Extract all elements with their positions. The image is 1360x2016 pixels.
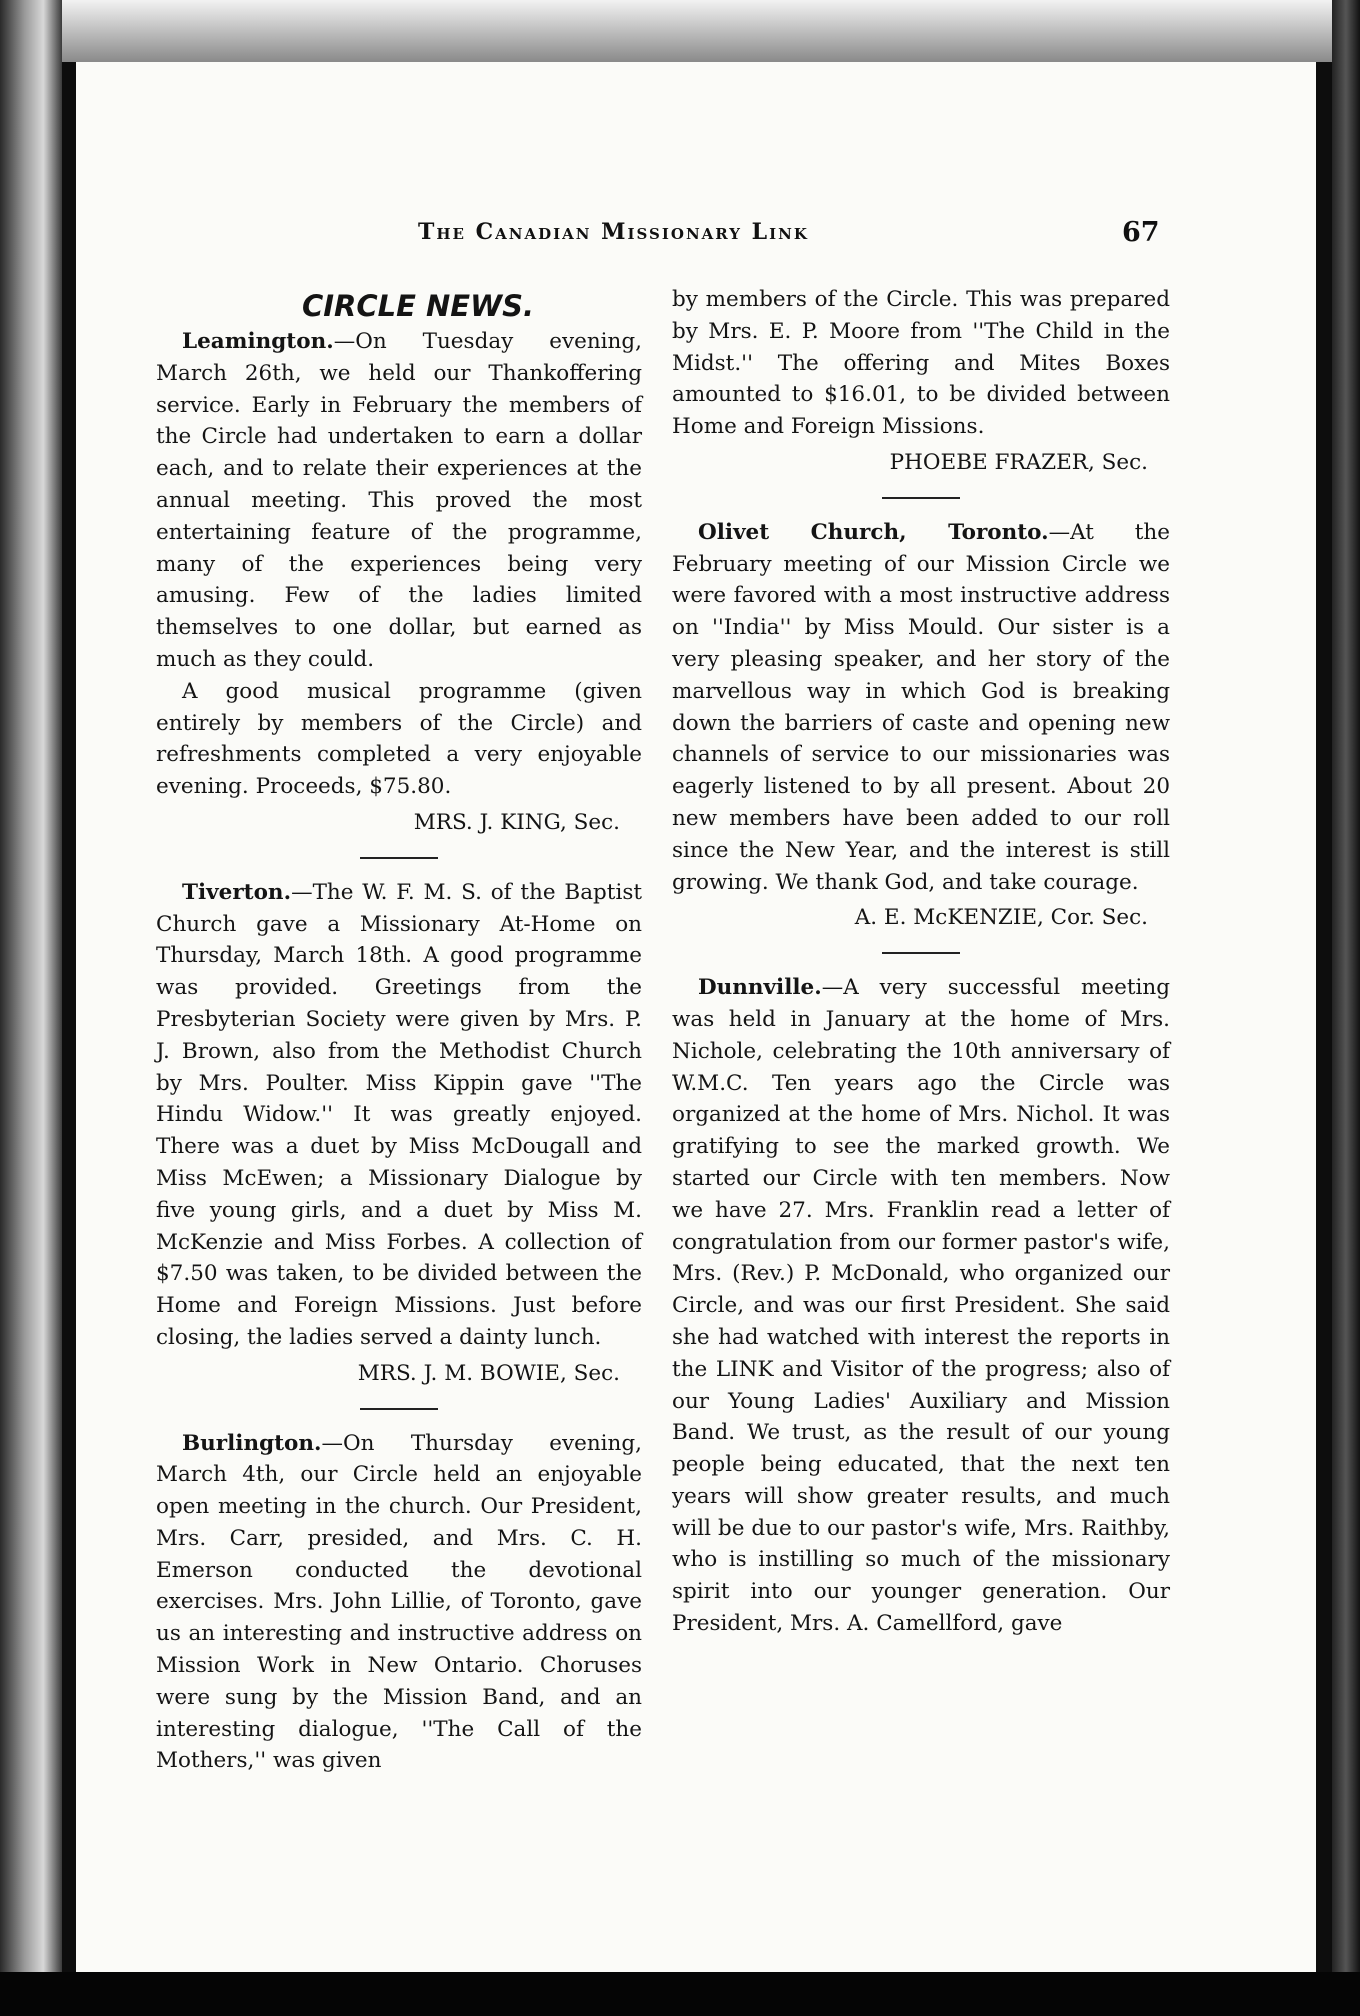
article-paragraph: A good musical programme (given entirely by members of the Circle) and refreshments completed a very enjoyable evening. Proceeds, $75.80. bbox=[156, 678, 642, 800]
signature: MRS. J. M. BOWIE, Sec. bbox=[357, 1360, 620, 1386]
scan-bottom-edge bbox=[0, 1972, 1360, 2016]
article-burlington bbox=[156, 1428, 642, 1778]
article-paragraph bbox=[156, 1428, 642, 1778]
left-column bbox=[156, 284, 642, 1777]
article-paragraph bbox=[156, 326, 642, 676]
section-divider bbox=[360, 1408, 438, 1410]
scan-top-edge bbox=[62, 0, 1332, 62]
article-text: —On Thursday evening, March 4th, our Circle held an enjoyable open meeting in the church. Our President, Mrs. Carr, presided, and Mrs. C. H. Emerson conducted the devotional exercises. Mrs. John Lillie, of Toronto, gave us an interesting and instructive address on Mission Work in New Ontario. Choruses were sung by the Mission Band, and an interesting dialogue, ''The Call of the Mothers,'' was given bbox=[156, 1430, 642, 1774]
signature: MRS. J. KING, Sec. bbox=[413, 809, 620, 835]
article-paragraph bbox=[672, 972, 1170, 1640]
section-divider bbox=[360, 857, 438, 859]
section-divider bbox=[882, 497, 960, 499]
running-head: The Canadian Missionary Link bbox=[418, 219, 809, 245]
place-name: Tiverton. bbox=[182, 879, 292, 905]
signature: A. E. McKENZIE, Cor. Sec. bbox=[854, 905, 1148, 931]
article-text: —On Tuesday evening, March 26th, we held our Thankoffering service. Early in February the members of the Circle had undertaken to earn a dollar each, and to relate their experiences at the annual meeting. This proved the most entertaining feature of the programme, many of the experiences being very amusing. Few of the ladies limited themselves to one dollar, but earned as much as they could. bbox=[156, 329, 642, 672]
article-leamington bbox=[156, 326, 642, 839]
article-burlington-continued bbox=[672, 284, 1170, 479]
article-paragraph bbox=[156, 877, 642, 1354]
section-title: CIRCLE NEWS. bbox=[301, 289, 535, 323]
right-column bbox=[672, 284, 1170, 1640]
place-name: Burlington. bbox=[182, 1430, 322, 1456]
article-paragraph: by members of the Circle. This was prepared by Mrs. E. P. Moore from ''The Child in the Midst.'' The offering and Mites Boxes amounted to $16.01, to be divided between Home and Foreign Missions. bbox=[672, 287, 1170, 440]
page-number: 67 bbox=[1122, 217, 1160, 248]
article-olivet bbox=[672, 517, 1170, 934]
article-text: —At the February meeting of our Mission Circle we were favored with a most instructive address on ''India'' by Miss Mould. Our sister is a very pleasing speaker, and her story of the marvellous way in which God is breaking down the barriers of caste and opening new channels of service to our missionaries was eagerly listened to by all present. About 20 new members have been added to our roll since the New Year, and the interest is still growing. We thank God, and take courage. bbox=[672, 519, 1170, 895]
signature: PHOEBE FRAZER, Sec. bbox=[889, 449, 1148, 475]
place-name: Olivet Church, Toronto. bbox=[698, 519, 1049, 545]
article-text: —A very successful meeting was held in January at the home of Mrs. Nichole, celebrating the 10th anniversary of W.M.C. Ten years ago the Circle was organized at the home of Mrs. Nichol. It was gratifying to see the marked growth. We started our Circle with ten members. Now we have 27. Mrs. Franklin read a letter of congratulation from our former pastor's wife, Mrs. (Rev.) P. McDonald, who organized our Circle, and was our first President. She said she had watched with interest the reports in the LINK and Visitor of the progress; also of our Young Ladies' Auxiliary and Mission Band. We trust, as the result of our young people being educated, that the next ten years will show greater results, and much will be due to our pastor's wife, Mrs. Raithby, who is instilling so much of the missionary spirit into our younger generation. Our President, Mrs. A. Camellford, gave bbox=[672, 975, 1170, 1637]
article-paragraph bbox=[672, 517, 1170, 899]
article-dunnville bbox=[672, 972, 1170, 1640]
place-name: Leamington. bbox=[182, 329, 334, 354]
article-tiverton bbox=[156, 877, 642, 1390]
place-name: Dunnville. bbox=[698, 975, 822, 1001]
article-text: —The W. F. M. S. of the Baptist Church gave a Missionary At-Home on Thursday, March 18th. A good programme was provided. Greetings from the Presbyterian Society were given by Mrs. P. J. Brown, also from the Methodist Church by Mrs. Poulter. Miss Kippin gave ''The Hindu Widow.'' It was greatly enjoyed. There was a duet by Miss McDougall and Miss McEwen; a Missionary Dialogue by five young girls, and a duet by Miss M. McKenzie and Miss Forbes. A collection of $7.50 was taken, to be divided between the Home and Foreign Missions. Just before closing, the ladies served a dainty lunch. bbox=[156, 879, 642, 1350]
scan-right-edge bbox=[1332, 0, 1360, 2016]
section-divider bbox=[882, 952, 960, 954]
scan-left-edge bbox=[0, 0, 62, 2016]
